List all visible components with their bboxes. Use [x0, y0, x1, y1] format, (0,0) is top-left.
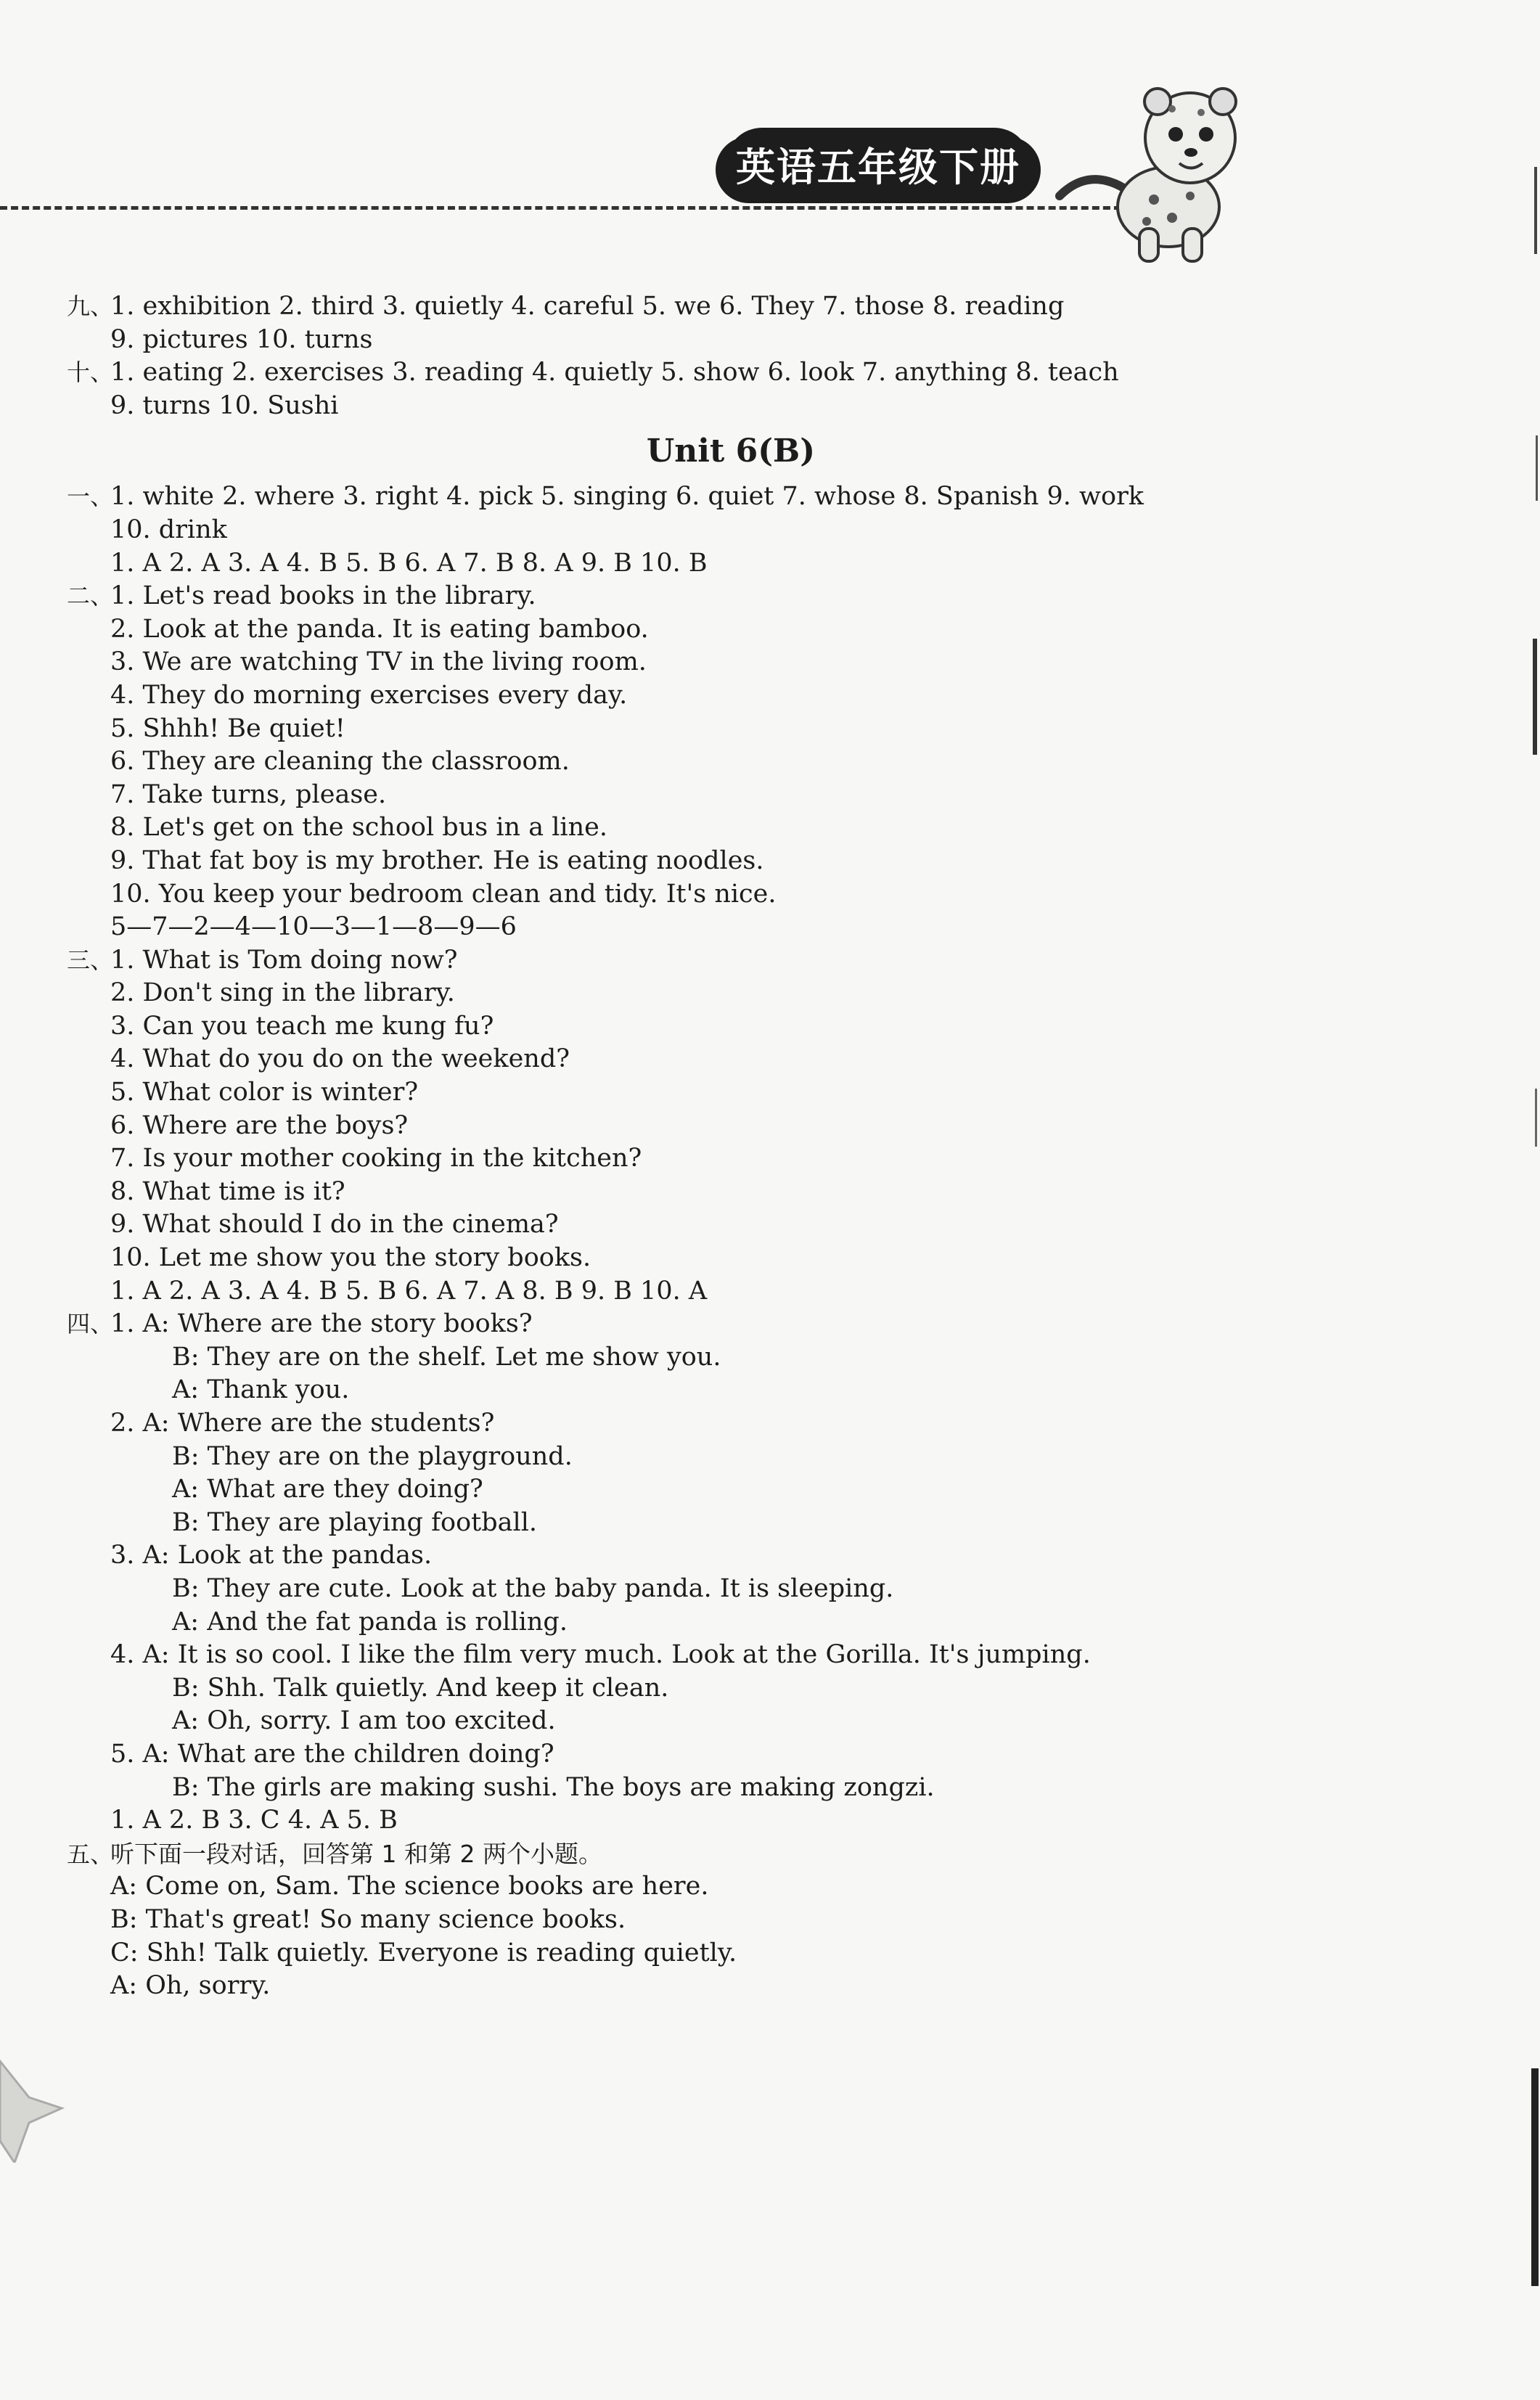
answer-text: 3. Can you teach me kung fu? [110, 1011, 494, 1041]
answer-text: A: Oh, sorry. [110, 1971, 271, 2001]
answer-line [67, 1308, 1446, 1341]
answer-line [67, 1374, 1446, 1407]
answer-line [67, 1937, 1446, 1970]
answer-text: B: They are cute. Look at the baby panda. It is sleeping. [172, 1573, 894, 1603]
answer-line [67, 1176, 1446, 1209]
answer-line [67, 745, 1446, 779]
answer-line [67, 1507, 1446, 1540]
answer-text: B: The girls are making sushi. The boys are making zongzi. [172, 1772, 935, 1802]
answer-text: 10. Let me show you the story books. [110, 1243, 591, 1273]
page-corner-star-icon [0, 2054, 65, 2163]
answer-line [67, 1772, 1446, 1805]
answer-line [67, 1639, 1446, 1672]
answer-text: 1. exhibition 2. third 3. quietly 4. careful 5. we 6. They 7. those 8. reading [110, 292, 1065, 321]
answer-line [67, 679, 1446, 713]
answer-text: 1. A: Where are the story books? [110, 1309, 533, 1339]
answer-text: 10. You keep your bedroom clean and tidy. It's nice. [110, 879, 777, 909]
answer-text: 4. A: It is so cool. I like the film very much. Look at the Gorilla. It's jumping. [110, 1640, 1091, 1670]
answer-text: B: They are on the playground. [172, 1441, 573, 1471]
answer-line [67, 1242, 1446, 1275]
answer-line [67, 1838, 1446, 1871]
answer-line [67, 878, 1446, 912]
book-title: 英语五年级下册 [736, 144, 1020, 190]
answer-text: 1. A 2. B 3. C 4. A 5. B [110, 1806, 398, 1835]
answer-text: 1. A 2. A 3. A 4. B 5. B 6. A 7. B 8. A 9. B 10. B [110, 548, 708, 578]
answer-line [67, 779, 1446, 812]
answer-line [67, 1043, 1446, 1076]
title-banner [726, 128, 1031, 200]
answer-text: B: That's great! So many science books. [110, 1904, 626, 1934]
answer-line [67, 324, 1446, 357]
answer-text: 9. What should I do in the cinema? [110, 1210, 559, 1240]
section-number: 二、 [67, 582, 114, 610]
answer-text: 6. They are cleaning the classroom. [110, 747, 570, 777]
answer-text: 2. A: Where are the students? [110, 1409, 495, 1438]
answer-line [67, 480, 1446, 514]
answer-text: A: Oh, sorry. I am too excited. [172, 1706, 556, 1736]
answer-text: 5—7—2—4—10—3—1—8—9—6 [110, 912, 517, 942]
answer-line [67, 1539, 1446, 1573]
answer-line [67, 911, 1446, 944]
page-header [0, 0, 1540, 276]
answer-text: A: Come on, Sam. The science books are here. [110, 1872, 709, 1901]
leopard-mascot-icon [1045, 80, 1263, 269]
answer-line [67, 356, 1446, 390]
answer-text: A: Thank you. [172, 1375, 350, 1405]
answer-line [67, 1076, 1446, 1110]
answer-text: 9. pictures 10. turns [110, 324, 373, 354]
answer-line [67, 1110, 1446, 1143]
answer-text: 1. A 2. A 3. A 4. B 5. B 6. A 7. A 8. B 9. B 10. A [110, 1276, 708, 1306]
section-number: 五、 [67, 1840, 114, 1868]
answer-text: 5. A: What are the children doing? [110, 1739, 554, 1769]
answer-text: 9. turns 10. Sushi [110, 390, 339, 420]
answer-line [67, 811, 1446, 845]
answer-line [67, 613, 1446, 647]
answer-line [67, 977, 1446, 1010]
answer-line [67, 390, 1446, 423]
section-number: 一、 [67, 483, 114, 511]
answer-line [67, 1970, 1446, 2003]
answer-line [67, 1208, 1446, 1242]
scan-edge-marks [1521, 0, 1540, 2400]
answer-text: B: Shh. Talk quietly. And keep it clean. [172, 1673, 669, 1703]
answer-line [67, 1341, 1446, 1375]
answer-line [67, 1573, 1446, 1606]
answer-line [67, 580, 1446, 613]
answer-line [67, 646, 1446, 679]
answer-key-content [67, 290, 1446, 2003]
answer-text: A: What are they doing? [172, 1475, 483, 1504]
answer-line [67, 1010, 1446, 1044]
answer-text: 2. Look at the panda. It is eating bamboo. [110, 614, 649, 644]
answer-text: 8. Let's get on the school bus in a line. [110, 813, 607, 843]
answer-line [67, 1473, 1446, 1507]
section-number: 四、 [67, 1310, 114, 1338]
unit-title: Unit 6(B) [646, 433, 816, 470]
answer-text: B: They are on the shelf. Let me show you. [172, 1342, 721, 1372]
answer-text: 1. eating 2. exercises 3. reading 4. quietly 5. show 6. look 7. anything 8. teach [110, 358, 1119, 388]
answer-text: 4. What do you do on the weekend? [110, 1044, 570, 1074]
answer-text: 3. A: Look at the pandas. [110, 1541, 433, 1570]
answer-text: 1. What is Tom doing now? [110, 945, 458, 975]
answer-text: 1. Let's read books in the library. [110, 581, 536, 611]
section-number: 三、 [67, 946, 114, 974]
answer-text: 8. What time is it? [110, 1176, 345, 1206]
answer-text: C: Shh! Talk quietly. Everyone is reading quietly. [110, 1938, 737, 1967]
answer-line [67, 290, 1446, 324]
answer-line [67, 1870, 1446, 1904]
answer-line [67, 1738, 1446, 1772]
answer-text: 5. What color is winter? [110, 1078, 419, 1107]
dashed-divider [0, 206, 1132, 210]
answer-line [67, 1672, 1446, 1705]
answer-text: 1. white 2. where 3. right 4. pick 5. singing 6. quiet 7. whose 8. Spanish 9. work [110, 482, 1144, 512]
answer-text: 6. Where are the boys? [110, 1110, 409, 1140]
answer-text: 听下面一段对话，回答第 1 和第 2 两个小题。 [110, 1839, 602, 1868]
answer-line [67, 1904, 1446, 1937]
answer-text: 10. drink [110, 515, 227, 544]
answer-line [67, 845, 1446, 878]
answer-text: 7. Is your mother cooking in the kitchen? [110, 1144, 642, 1174]
answer-text: 3. We are watching TV in the living room. [110, 647, 647, 677]
section-number: 十、 [67, 359, 114, 387]
unit-6b-answers [67, 480, 1446, 2002]
answer-line [67, 944, 1446, 978]
answer-line [67, 1275, 1446, 1308]
answer-text: 4. They do morning exercises every day. [110, 680, 628, 710]
answer-text: 2. Don't sing in the library. [110, 978, 455, 1008]
answer-line [67, 713, 1446, 746]
answer-text: 7. Take turns, please. [110, 779, 387, 809]
answer-text: 5. Shhh! Be quiet! [110, 713, 345, 743]
answer-line [67, 514, 1446, 547]
answer-line [67, 1407, 1446, 1441]
answer-text: A: And the fat panda is rolling. [172, 1607, 568, 1637]
answer-text: 9. That fat boy is my brother. He is eating noodles. [110, 845, 764, 875]
previous-unit-answers [67, 290, 1446, 422]
answer-line [67, 1804, 1446, 1838]
answer-line [67, 1705, 1446, 1738]
answer-text: B: They are playing football. [172, 1507, 538, 1537]
answer-line [67, 1606, 1446, 1639]
answer-line [67, 547, 1446, 581]
section-number: 九、 [67, 292, 114, 320]
answer-line [67, 1441, 1446, 1474]
answer-line [67, 1142, 1446, 1176]
